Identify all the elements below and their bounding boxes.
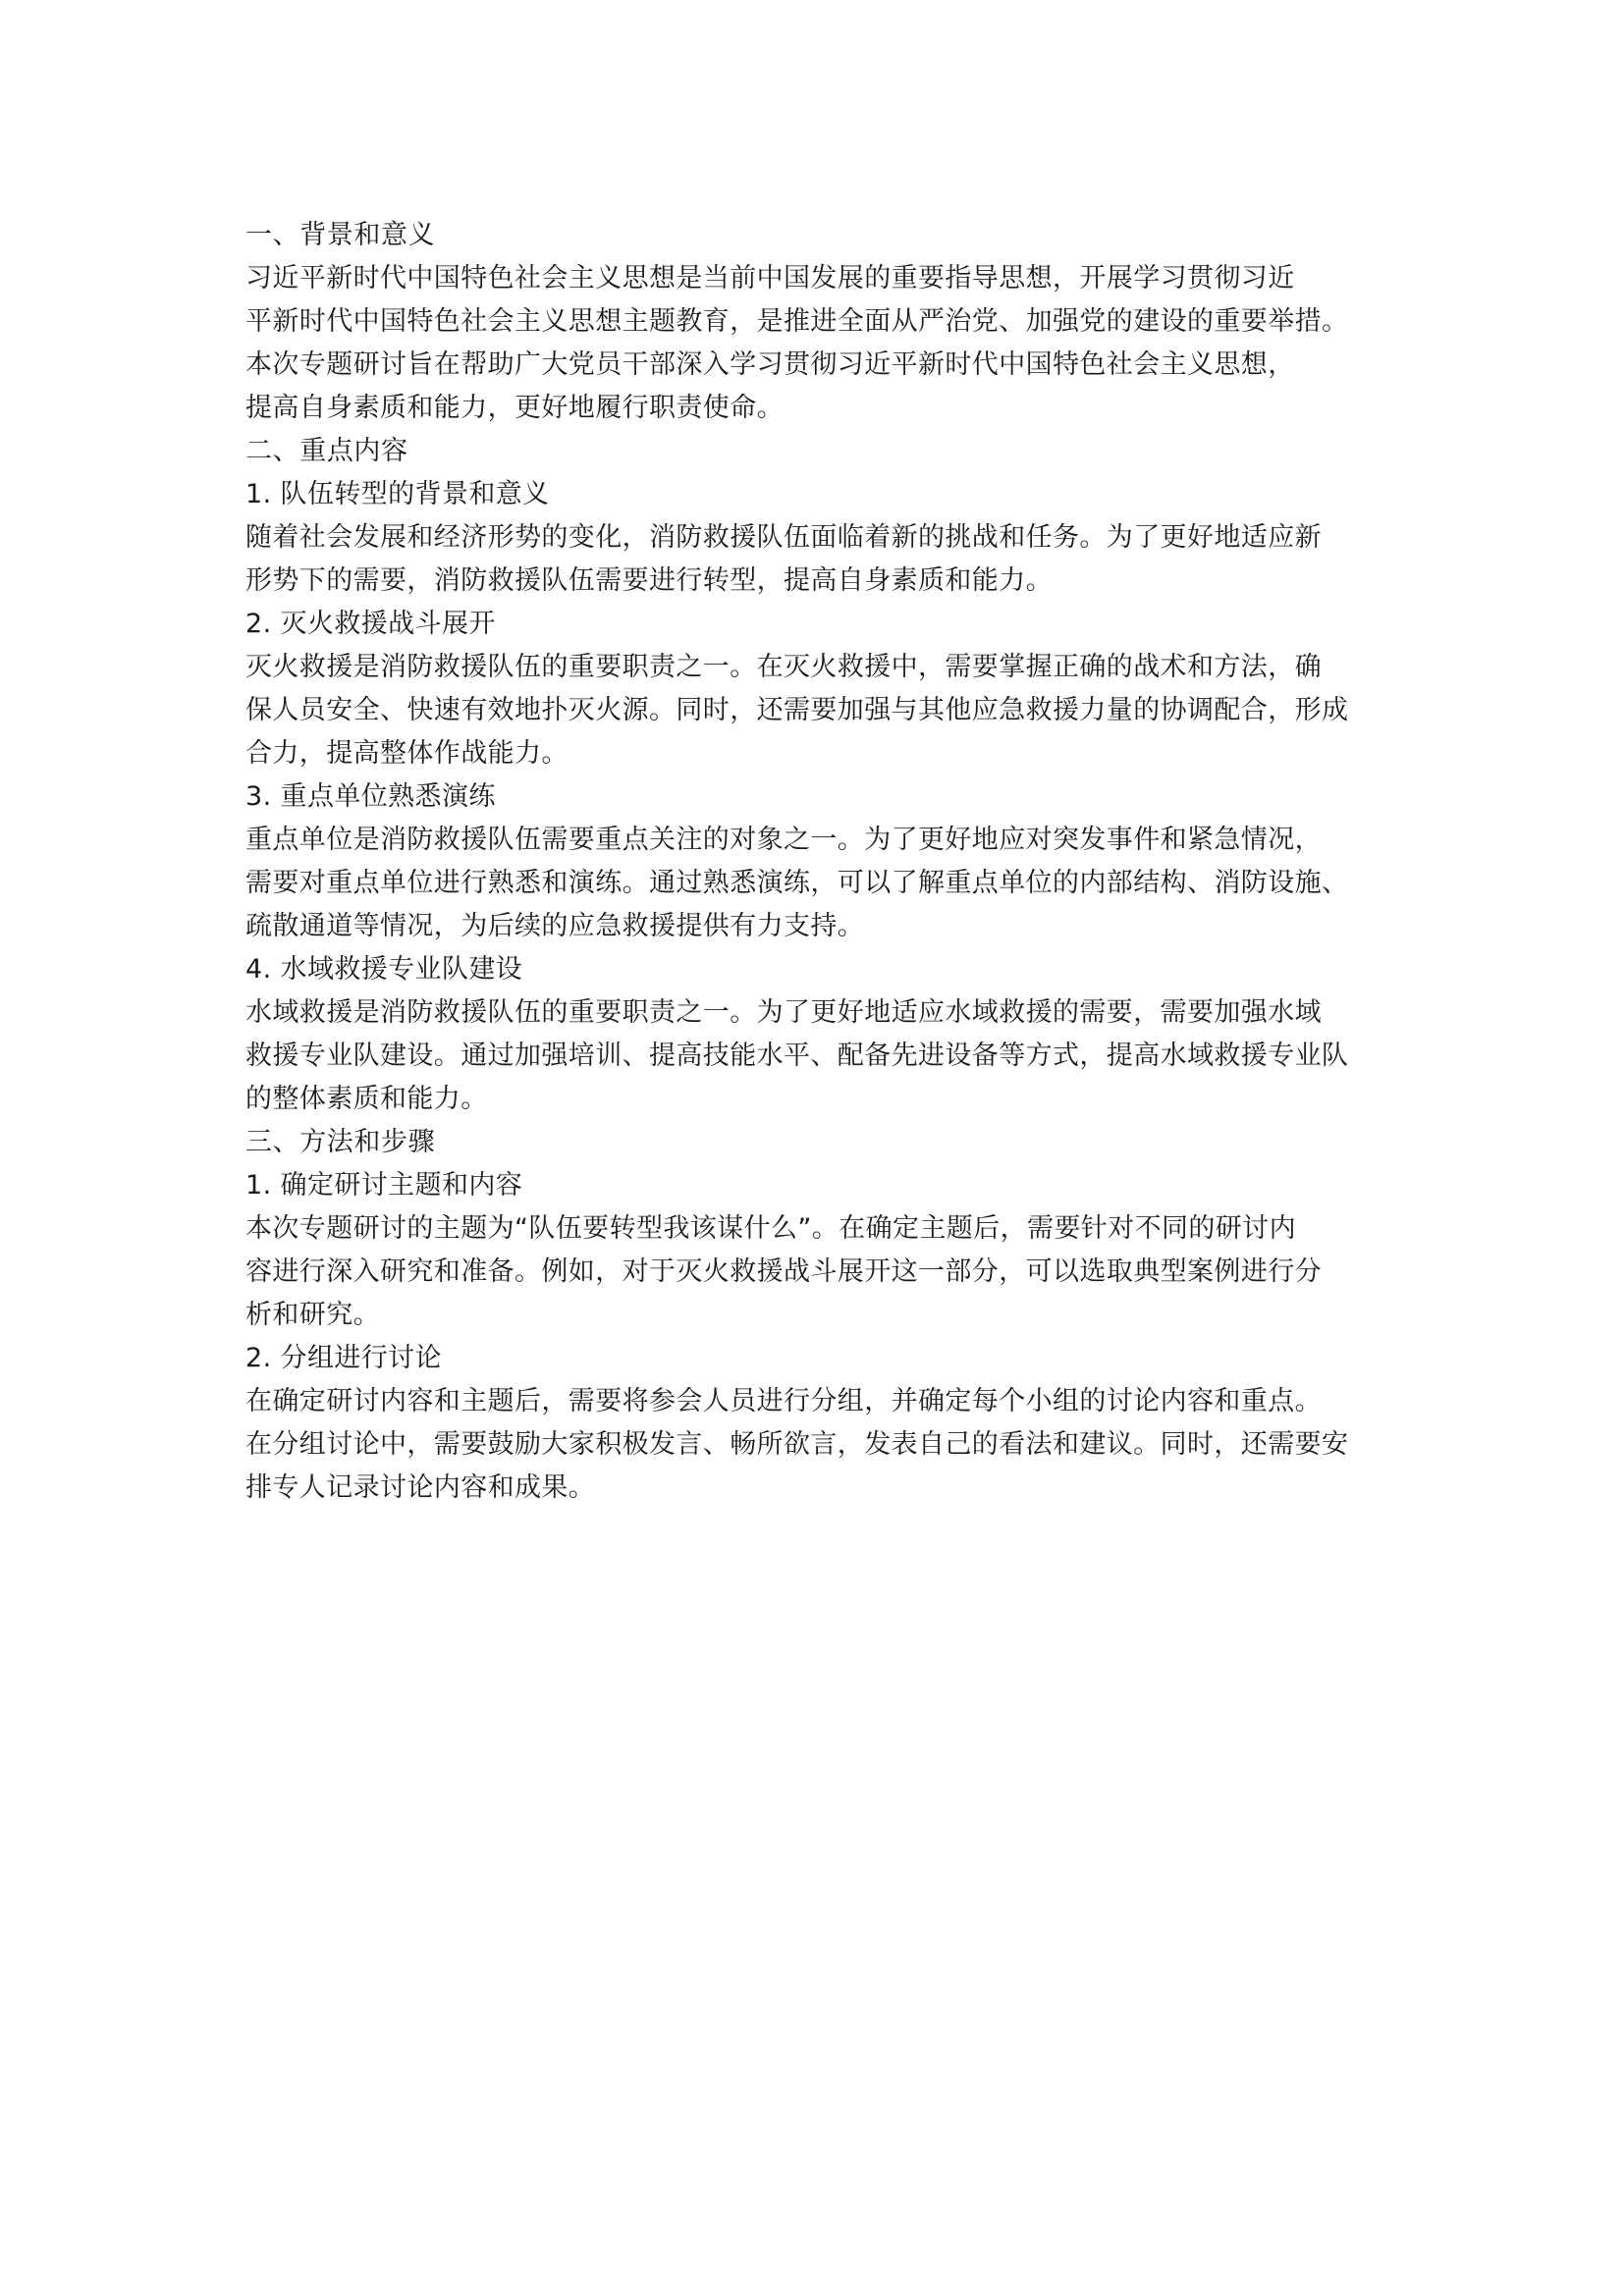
paragraph-line: 容进行深入研究和准备。例如，对于灭火救援战斗展开这一部分，可以选取典型案例进行分 [245, 1256, 1322, 1287]
paragraph-line: 合力，提高整体作战能力。 [245, 738, 568, 769]
paragraph-line: 提高自身素质和能力，更好地履行职责使命。 [245, 393, 784, 423]
subheading-water-rescue-team: 4. 水域救援专业队建设 [245, 954, 523, 985]
paragraph-line: 需要对重点单位进行熟悉和演练。通过熟悉演练，可以了解重点单位的内部结构、消防设施、 [245, 868, 1349, 898]
section-heading-methods: 三、方法和步骤 [245, 1127, 436, 1157]
paragraph-line: 排专人记录讨论内容和成果。 [245, 1472, 596, 1503]
paragraph-line: 析和研究。 [245, 1300, 380, 1330]
paragraph-line: 本次专题研讨的主题为“队伍要转型我该谋什么”。在确定主题后，需要针对不同的研讨内 [245, 1213, 1296, 1244]
section-heading-background: 一、背景和意义 [245, 220, 436, 250]
section-heading-key-content: 二、重点内容 [245, 436, 408, 466]
paragraph-line: 水域救援是消防救援队伍的重要职责之一。为了更好地适应水域救援的需要，需要加强水域 [245, 997, 1322, 1028]
paragraph-line: 习近平新时代中国特色社会主义思想是当前中国发展的重要指导思想，开展学习贯彻习近 [245, 263, 1295, 294]
paragraph-line: 随着社会发展和经济形势的变化，消防救援队伍面临着新的挑战和任务。为了更好地适应新 [245, 522, 1322, 553]
paragraph-line: 疏散通道等情况，为后续的应急救援提供有力支持。 [245, 911, 865, 941]
paragraph-line: 形势下的需要，消防救援队伍需要进行转型，提高自身素质和能力。 [245, 565, 1053, 596]
paragraph-line: 在分组讨论中，需要鼓励大家积极发言、畅所欲言，发表自己的看法和建议。同时，还需要安 [245, 1429, 1349, 1460]
paragraph-line: 灭火救援是消防救援队伍的重要职责之一。在灭火救援中，需要掌握正确的战术和方法，确 [245, 652, 1322, 682]
subheading-key-unit-drills: 3. 重点单位熟悉演练 [245, 781, 496, 812]
paragraph-line: 的整体素质和能力。 [245, 1084, 488, 1114]
paragraph-line: 本次专题研讨旨在帮助广大党员干部深入学习贯彻习近平新时代中国特色社会主义思想， [245, 349, 1295, 380]
document-body [245, 214, 1394, 1510]
subheading-team-transformation: 1. 队伍转型的背景和意义 [245, 479, 550, 509]
paragraph-line: 重点单位是消防救援队伍需要重点关注的对象之一。为了更好地应对突发事件和紧急情况， [245, 825, 1322, 855]
subheading-determine-topic: 1. 确定研讨主题和内容 [245, 1170, 523, 1201]
paragraph-line: 救援专业队建设。通过加强培训、提高技能水平、配备先进设备等方式，提高水域救援专业队 [245, 1041, 1349, 1071]
paragraph-line: 保人员安全、快速有效地扑灭火源。同时，还需要加强与其他应急救援力量的协调配合，形成 [245, 695, 1349, 725]
subheading-firefighting-deployment: 2. 灭火救援战斗展开 [245, 609, 496, 639]
paragraph-line: 平新时代中国特色社会主义思想主题教育，是推进全面从严治党、加强党的建设的重要举措。 [245, 306, 1349, 337]
paragraph-line: 在确定研讨内容和主题后，需要将参会人员进行分组，并确定每个小组的讨论内容和重点。 [245, 1386, 1322, 1416]
subheading-group-discussion: 2. 分组进行讨论 [245, 1343, 442, 1373]
